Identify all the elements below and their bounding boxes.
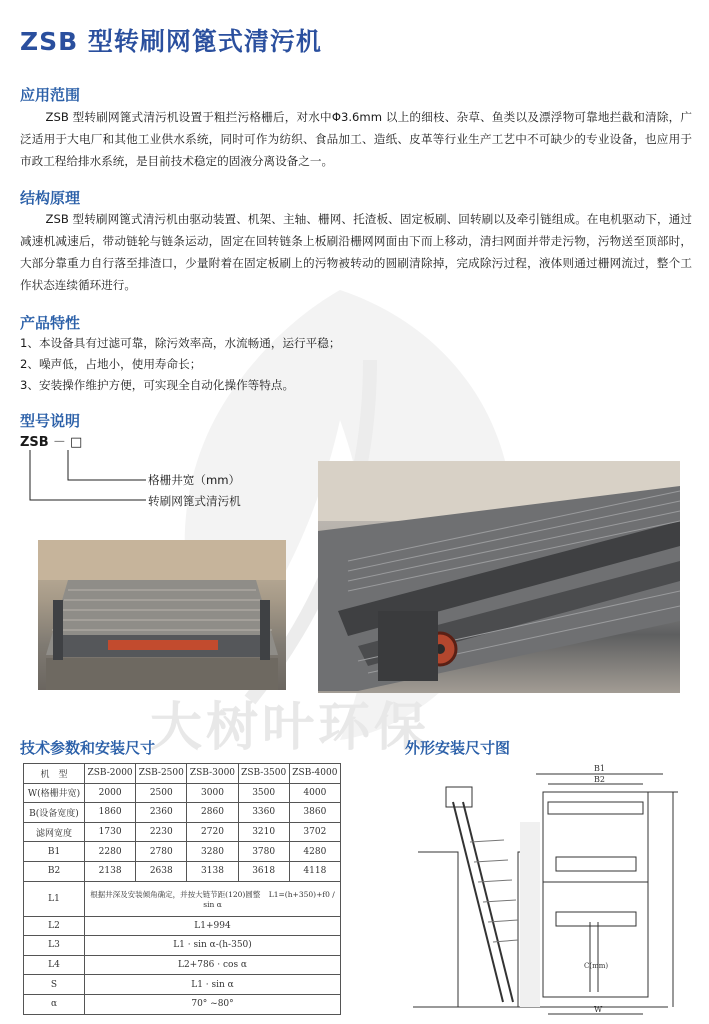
table-cell: 2638 [136, 861, 187, 881]
table-cell: 3780 [238, 842, 289, 862]
table-cell: L1 · sin α [85, 975, 341, 995]
table-header-cell: 机 型 [24, 764, 85, 784]
model-code: ZSB [20, 435, 49, 450]
table-cell: 1730 [85, 822, 136, 842]
machine-photo-drawing [318, 461, 680, 693]
model-dash: － [52, 435, 66, 450]
table-row [24, 936, 341, 956]
table-row [24, 881, 341, 916]
l1-formula: L1=(h+350)+f0 / sin α [203, 889, 335, 909]
table-cell: 3280 [187, 842, 238, 862]
table-row [24, 861, 341, 881]
table-row [24, 783, 341, 803]
row-label: L4 [24, 955, 85, 975]
application-heading: 应用范围 [20, 86, 81, 104]
spec-table [23, 763, 341, 1015]
table-cell: 2138 [85, 861, 136, 881]
table-row [24, 955, 341, 975]
row-label: 滤网宽度 [24, 822, 85, 842]
table-row [24, 994, 341, 1014]
table-cell: 3860 [289, 803, 340, 823]
model-leader-lines [20, 448, 150, 510]
dim-b1: B1 [594, 764, 605, 773]
table-cell: 3702 [289, 822, 340, 842]
model-box: □ [70, 435, 83, 450]
table-cell: 2000 [85, 783, 136, 803]
row-label: S [24, 975, 85, 995]
table-cell: 4118 [289, 861, 340, 881]
table-cell: 2860 [187, 803, 238, 823]
feature-item: 1、本设备具有过滤可靠，除污效率高，水流畅通，运行平稳； [20, 336, 341, 350]
feature-item: 3、安装操作维护方便，可实现全自动化操作等特点。 [20, 378, 295, 392]
dim-b2: B2 [594, 775, 605, 784]
table-cell: 2780 [136, 842, 187, 862]
table-header-cell: ZSB-3500 [238, 764, 289, 784]
table-cell: 2360 [136, 803, 187, 823]
table-row [24, 803, 341, 823]
row-label: W(格栅井宽) [24, 783, 85, 803]
machine-photo-large [318, 461, 680, 693]
page-title: ZSB 型转刷网篦式清污机 [20, 27, 322, 56]
dim-c: C(mm) [584, 962, 609, 970]
structure-text: ZSB 型转刷网篦式清污机由驱动装置、机架、主轴、栅网、托渣板、固定板刷、回转刷以及牵引链组成。在电机驱动下，通过减速机减速后，带动链轮与链条运动，固定在回转链条上板刷沿栅网网面由下而上移动，清扫网面并带走污物，污物送至顶部时，大部分靠重力自行落至排渣口，少量附着在固定板刷上的污物被转动的圆刷清除掉，完成除污过程，液体则通过栅网流过，整个工作状态连续循环进行。 [20, 212, 692, 292]
features-heading: 产品特性 [20, 314, 81, 332]
table-cell: 2720 [187, 822, 238, 842]
table-header-cell: ZSB-3000 [187, 764, 238, 784]
model-width-label: 格栅井宽（mm） [148, 473, 241, 487]
brand-watermark: 大树叶环保 [150, 698, 431, 758]
table-header-cell: ZSB-2500 [136, 764, 187, 784]
table-header-cell: ZSB-4000 [289, 764, 340, 784]
row-label: B2 [24, 861, 85, 881]
table-cell: 3618 [238, 861, 289, 881]
table-cell: L1 · sin α-(h-350) [85, 936, 341, 956]
table-cell: 3360 [238, 803, 289, 823]
structure-heading: 结构原理 [20, 189, 81, 207]
table-cell: 4000 [289, 783, 340, 803]
model-name-label: 转刷网篦式清污机 [148, 494, 241, 508]
application-text: ZSB 型转刷网篦式清污机设置于粗拦污格栅后，对水中Φ3.6mm 以上的细枝、杂草、鱼类以及漂浮物可靠地拦截和清除，广泛适用于大电厂和其他工业供水系统，同时可作为纺织、食品加工、造纸、皮革等行业生产工艺中不可缺少的专业设备，也应用于市政工程给排水系统，是目前技术稳定的固液分离设备之一。 [20, 110, 692, 168]
table-header-row [24, 764, 341, 784]
l1-note: 根据井深及安装倾角确定，并按大链节距(120)圆整 [90, 889, 261, 899]
feature-item: 2、噪声低，占地小，使用寿命长； [20, 357, 202, 371]
row-label: L2 [24, 916, 85, 936]
table-cell: L1+994 [85, 916, 341, 936]
table-header-cell: ZSB-2000 [85, 764, 136, 784]
table-cell: 3210 [238, 822, 289, 842]
dim-w: W [594, 1005, 603, 1014]
model-heading: 型号说明 [20, 412, 81, 430]
table-cell: 1860 [85, 803, 136, 823]
row-label: α [24, 994, 85, 1014]
machine-photo-small [38, 540, 286, 690]
table-row [24, 916, 341, 936]
installation-drawing [408, 762, 693, 1018]
row-label: B1 [24, 842, 85, 862]
features-list [20, 333, 340, 396]
table-row [24, 975, 341, 995]
table-row [24, 842, 341, 862]
drawing-heading: 外形安装尺寸图 [405, 739, 511, 757]
row-label: L1 [24, 881, 85, 916]
table-cell: 3500 [238, 783, 289, 803]
row-label: L3 [24, 936, 85, 956]
row-label: B(设备宽度) [24, 803, 85, 823]
table-cell: L2+786 · cos α [85, 955, 341, 975]
table-cell: 4280 [289, 842, 340, 862]
table-cell: 2230 [136, 822, 187, 842]
table-cell [85, 881, 341, 916]
table-cell: 3000 [187, 783, 238, 803]
table-row [24, 822, 341, 842]
machine-photo-small-drawing [38, 540, 286, 690]
table-cell: 70° ~80° [85, 994, 341, 1014]
specs-heading: 技术参数和安装尺寸 [20, 739, 156, 757]
table-cell: 2280 [85, 842, 136, 862]
table-cell: 3138 [187, 861, 238, 881]
table-cell: 2500 [136, 783, 187, 803]
